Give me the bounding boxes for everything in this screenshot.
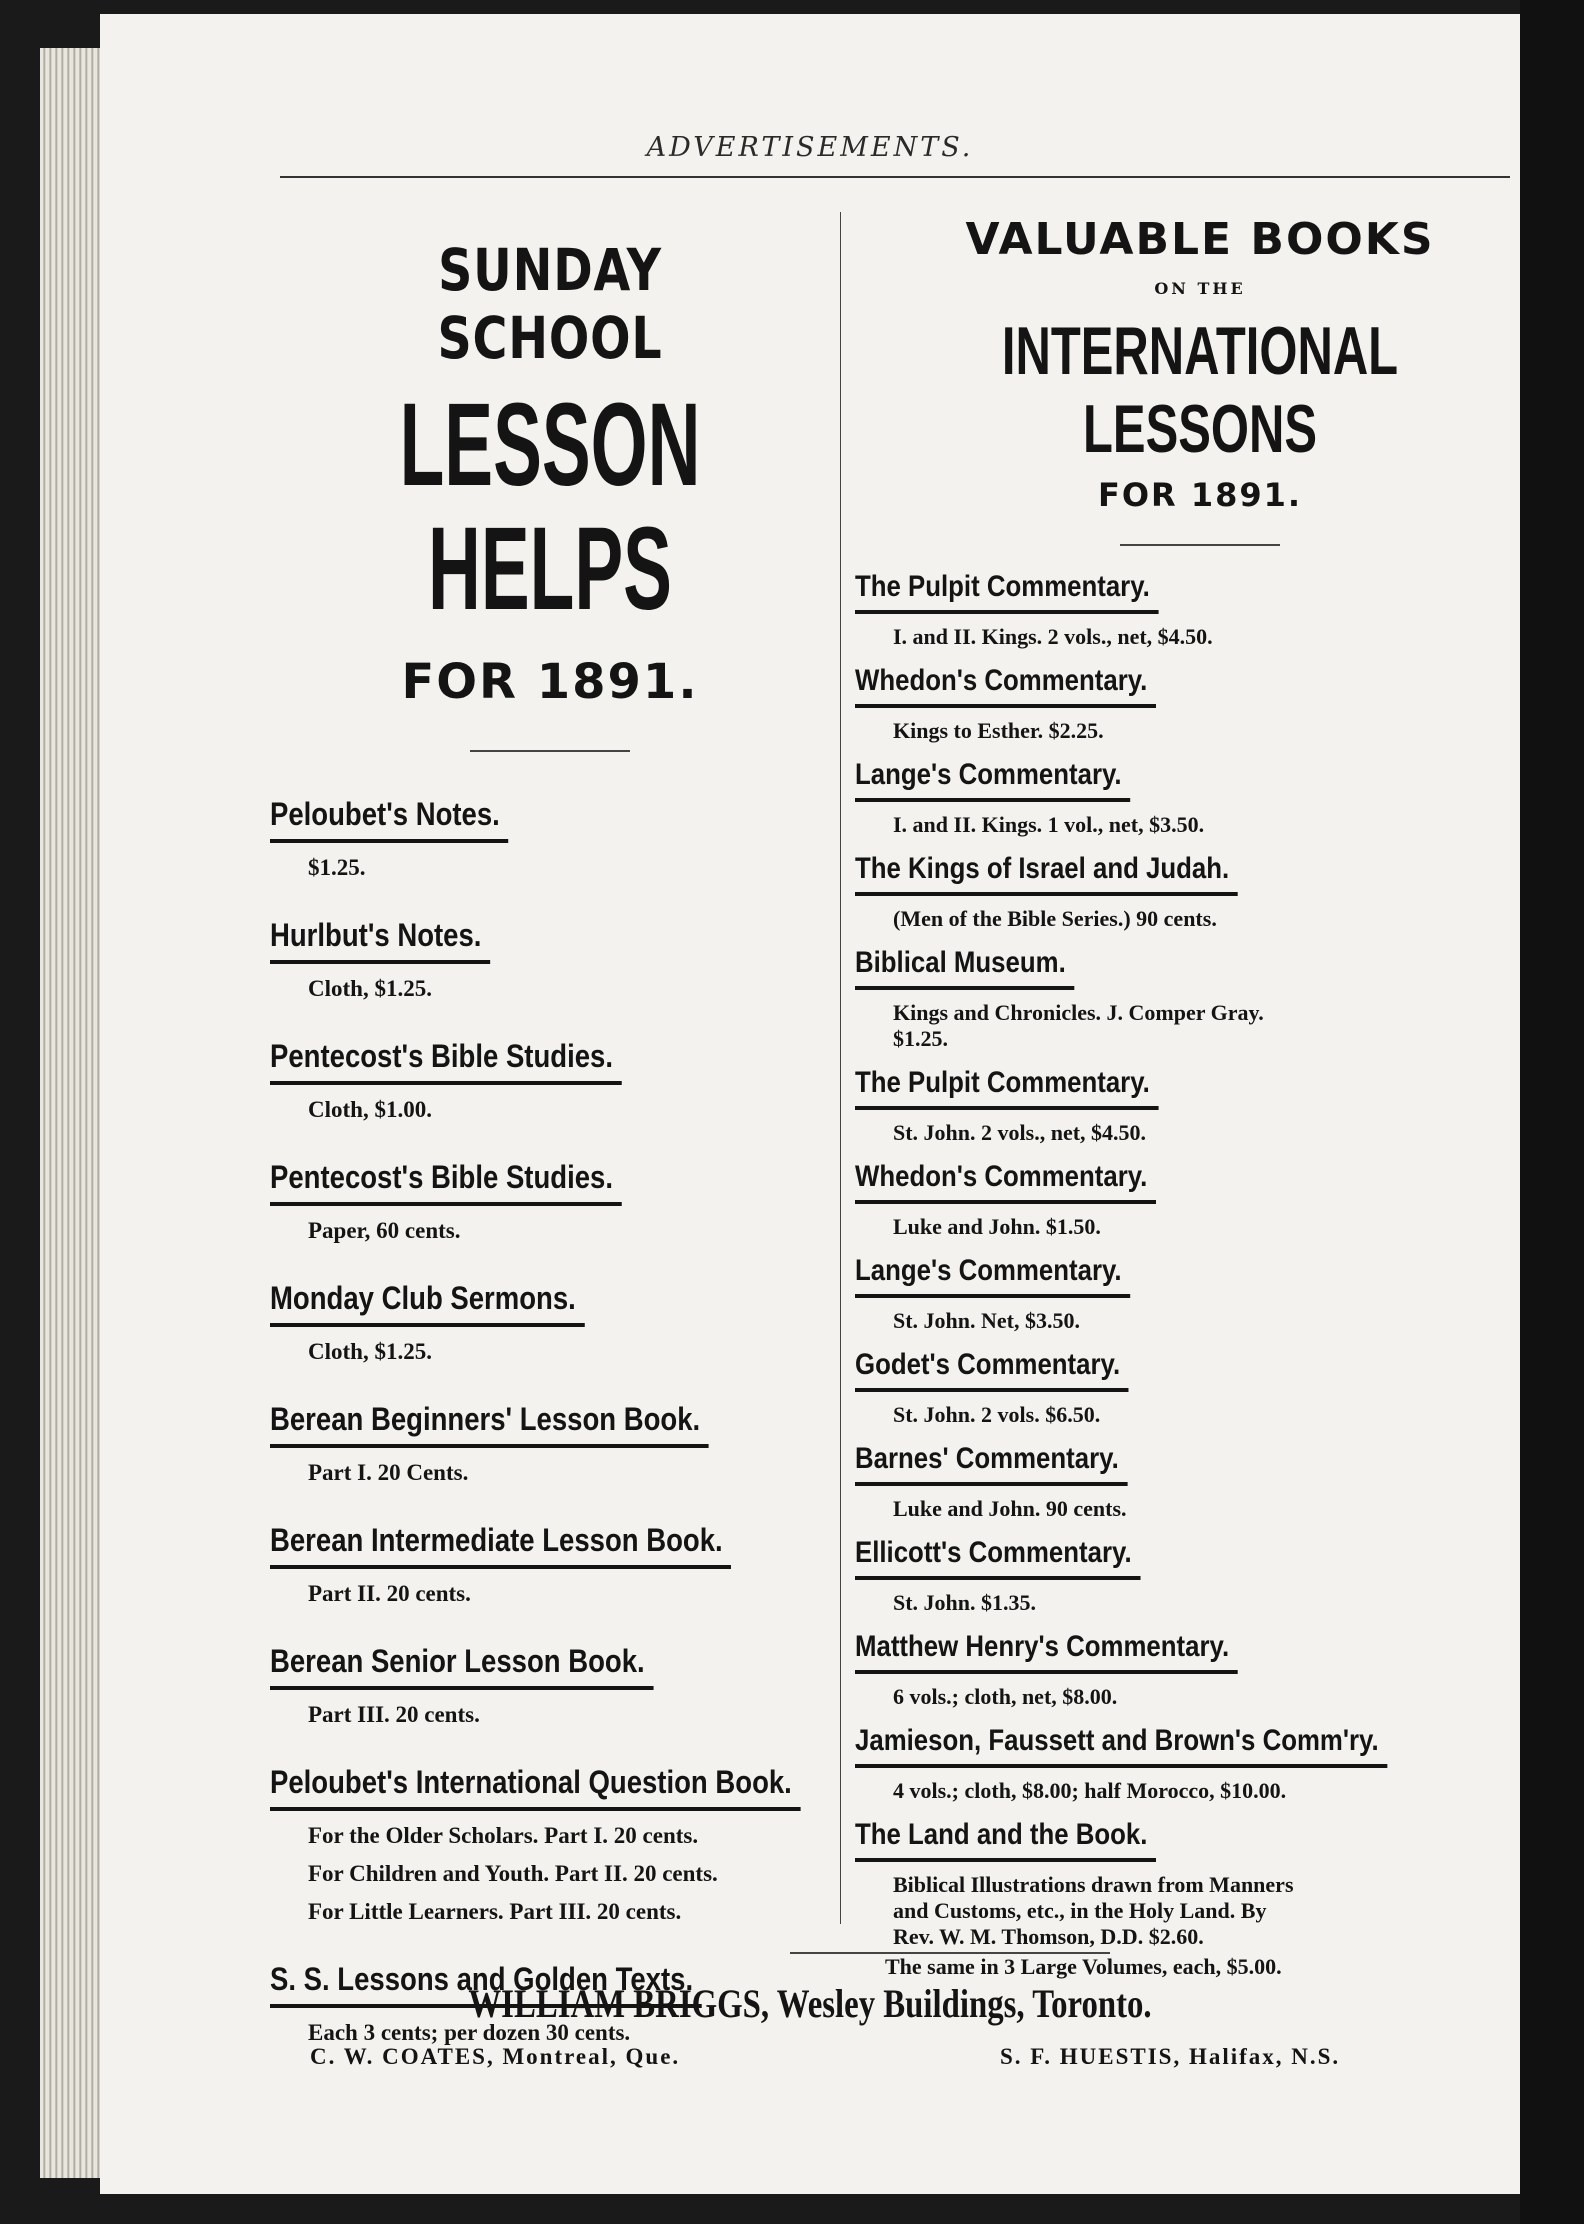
list-item [855, 1536, 1545, 1616]
entry-title: Lange's Commentary. [855, 758, 1130, 802]
list-item [855, 1348, 1545, 1428]
advertisement-page [100, 14, 1520, 2194]
left-title-line1: SUNDAY SCHOOL [437, 236, 663, 372]
entry-title: Peloubet's International Question Book. [270, 1764, 800, 1811]
left-title-rule [470, 750, 630, 752]
list-item [855, 1160, 1545, 1240]
entry-title: Barnes' Commentary. [855, 1442, 1127, 1486]
entry-detail: Cloth, $1.25. [308, 975, 432, 1001]
entry-title: The Land and the Book. [855, 1818, 1156, 1862]
entry-detail: and Customs, etc., in the Holy Land. By [893, 1898, 1267, 1923]
list-item [855, 946, 1545, 1052]
entry-detail: Luke and John. $1.50. [893, 1214, 1101, 1239]
list-item [855, 570, 1545, 650]
list-item [855, 852, 1545, 932]
entry-detail: Each 3 cents; per dozen 30 cents. [308, 2019, 631, 2045]
page-header: ADVERTISEMENTS. [646, 132, 974, 163]
header-rule [280, 176, 1510, 178]
entry-detail: I. and II. Kings. 2 vols., net, $4.50. [893, 624, 1213, 649]
list-item [855, 1066, 1545, 1146]
entry-detail: Part II. 20 cents. [308, 1580, 471, 1606]
entry-detail: 4 vols.; cloth, $8.00; half Morocco, $10.00. [893, 1778, 1287, 1803]
entry-detail: I. and II. Kings. 1 vol., net, $3.50. [893, 812, 1205, 837]
branch-halifax: S. F. HUESTIS, Halifax, N.S. [1000, 2044, 1341, 2069]
entry-title: Pentecost's Bible Studies. [270, 1038, 622, 1085]
entry-detail: Kings and Chronicles. J. Comper Gray. [893, 1000, 1264, 1025]
entry-detail: For Children and Youth. Part II. 20 cents. [308, 1860, 718, 1886]
list-item [270, 796, 830, 881]
entry-title: Whedon's Commentary. [855, 664, 1156, 708]
branch-montreal: C. W. COATES, Montreal, Que. [310, 2044, 681, 2069]
list-item [855, 1254, 1545, 1334]
list-item [270, 1643, 830, 1728]
list-item [270, 1280, 830, 1365]
list-item [855, 1724, 1545, 1804]
entry-detail: St. John. 2 vols. $6.50. [893, 1402, 1101, 1427]
entry-title: Jamieson, Faussett and Brown's Comm'ry. [855, 1724, 1387, 1768]
right-title-line3: INTERNATIONAL LESSONS [1001, 313, 1399, 467]
entry-detail: Rev. W. M. Thomson, D.D. $2.60. [893, 1924, 1204, 1949]
entry-detail: St. John. Net, $3.50. [893, 1308, 1081, 1333]
entry-title: Lange's Commentary. [855, 1254, 1130, 1298]
entry-detail: The same in 3 Large Volumes, each, $5.00. [885, 1954, 1282, 1979]
entry-detail: 6 vols.; cloth, net, $8.00. [893, 1684, 1118, 1709]
entry-detail: Cloth, $1.00. [308, 1096, 432, 1122]
entry-title: Hurlbut's Notes. [270, 917, 490, 964]
entry-detail: Part I. 20 Cents. [308, 1459, 469, 1485]
entry-detail: St. John. 2 vols., net, $4.50. [893, 1120, 1147, 1145]
entry-detail: Luke and John. 90 cents. [893, 1496, 1127, 1521]
entry-detail: (Men of the Bible Series.) 90 cents. [893, 906, 1217, 931]
right-title-line2: ON THE [1154, 279, 1246, 298]
list-item [855, 758, 1545, 838]
entry-title: The Kings of Israel and Judah. [855, 852, 1238, 896]
entry-detail: Part III. 20 cents. [308, 1701, 480, 1727]
entry-detail: Kings to Esther. $2.25. [893, 718, 1104, 743]
list-item [270, 917, 830, 1002]
entry-title: Ellicott's Commentary. [855, 1536, 1140, 1580]
right-title-rule [1120, 544, 1280, 546]
entry-detail: Paper, 60 cents. [308, 1217, 461, 1243]
list-item [270, 1401, 830, 1486]
entry-detail: St. John. $1.35. [893, 1590, 1037, 1615]
entry-title: Matthew Henry's Commentary. [855, 1630, 1238, 1674]
entry-detail: $1.25. [308, 854, 366, 880]
entry-title: Godet's Commentary. [855, 1348, 1129, 1392]
entry-detail: Biblical Illustrations drawn from Manners [893, 1872, 1294, 1897]
entry-title: Pentecost's Bible Studies. [270, 1159, 622, 1206]
right-column [855, 214, 1545, 1994]
list-item [270, 1159, 830, 1244]
entry-title: S. S. Lessons and Golden Texts. [270, 1961, 702, 2008]
list-item [855, 1630, 1545, 1710]
entry-title: Biblical Museum. [855, 946, 1074, 990]
entry-title: The Pulpit Commentary. [855, 1066, 1158, 1110]
entry-detail: $1.25. [893, 1026, 948, 1051]
entry-title: Peloubet's Notes. [270, 796, 508, 843]
list-item [270, 1764, 830, 1925]
left-column [270, 214, 830, 2082]
right-title-line1: VALUABLE BOOKS [965, 214, 1435, 265]
entry-detail: For the Older Scholars. Part I. 20 cents. [308, 1822, 699, 1848]
list-item [270, 1038, 830, 1123]
entry-detail: For Little Learners. Part III. 20 cents. [308, 1898, 682, 1924]
entry-title: Berean Beginners' Lesson Book. [270, 1401, 709, 1448]
left-title-line2: LESSON HELPS [399, 379, 701, 635]
list-item [855, 1818, 1545, 1980]
list-item [855, 1442, 1545, 1522]
entry-title: Berean Intermediate Lesson Book. [270, 1522, 731, 1569]
list-item [270, 1522, 830, 1607]
entry-title: Berean Senior Lesson Book. [270, 1643, 653, 1690]
left-title-line3: FOR 1891. [401, 653, 699, 710]
footer-rule [790, 1952, 1110, 1954]
entry-title: The Pulpit Commentary. [855, 570, 1158, 614]
entry-title: Monday Club Sermons. [270, 1280, 584, 1327]
entry-title: Whedon's Commentary. [855, 1160, 1156, 1204]
publisher-line: WILLIAM BRIGGS, Wesley Buildings, Toronto. [468, 1981, 1152, 2026]
entry-detail: Cloth, $1.25. [308, 1338, 432, 1364]
right-title-line4: FOR 1891. [1097, 476, 1303, 514]
list-item [855, 664, 1545, 744]
column-divider [840, 212, 841, 1924]
